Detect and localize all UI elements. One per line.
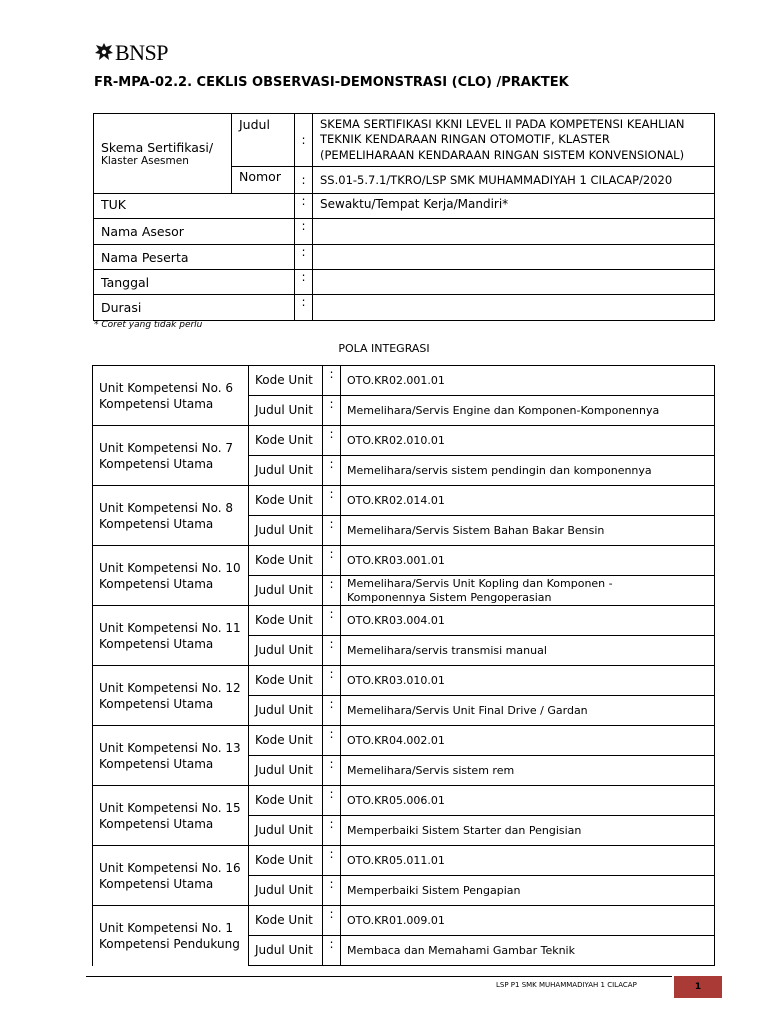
colon: :: [323, 486, 341, 516]
judul-line-3: (PEMELIHARAAN KENDARAAN RINGAN SISTEM KONVENSIONAL): [320, 147, 685, 162]
unit-kode-row: [93, 606, 715, 636]
skema-label: Skema Sertifikasi/: [101, 140, 214, 155]
kode-unit-value: OTO.KR05.011.01: [341, 846, 715, 876]
unit-kompetensi-cell: [93, 366, 249, 426]
judul-unit-label: Judul Unit: [249, 396, 323, 426]
asesor-row: [94, 219, 715, 245]
unit-number: Unit Kompetensi No. 16: [99, 860, 241, 875]
judul-unit-value: Memperbaiki Sistem Pengapian: [341, 876, 715, 906]
judul-unit-label: Judul Unit: [249, 876, 323, 906]
colon: :: [323, 366, 341, 396]
colon: :: [295, 245, 313, 270]
unit-number: Unit Kompetensi No. 11: [99, 620, 241, 635]
pola-heading: POLA INTEGRASI: [338, 342, 430, 355]
judul-unit-label: Judul Unit: [249, 576, 323, 606]
judul-unit-value: [341, 576, 715, 606]
tanggal-row: [94, 270, 715, 295]
pola-integrasi-table: [92, 365, 715, 966]
unit-category: Kompetensi Pendukung: [99, 936, 240, 951]
unit-number: Unit Kompetensi No. 12: [99, 680, 241, 695]
colon: :: [295, 219, 313, 245]
colon: :: [323, 906, 341, 936]
judul-unit-value: Memelihara/Servis Unit Final Drive / Gardan: [341, 696, 715, 726]
unit-kompetensi-cell: [93, 606, 249, 666]
footer-org: LSP P1 SMK MUHAMMADIYAH 1 CILACAP: [496, 981, 637, 989]
judul-line-1: SKEMA SERTIFIKASI KKNI LEVEL II PADA KOMPETENSI KEAHLIAN: [320, 116, 685, 131]
kode-unit-label: Kode Unit: [249, 486, 323, 516]
kode-unit-label: Kode Unit: [249, 546, 323, 576]
kode-unit-label: Kode Unit: [249, 606, 323, 636]
document-title: FR-MPA-02.2. CEKLIS OBSERVASI-DEMONSTRASI (CLO) /PRAKTEK: [94, 75, 569, 90]
judul-unit-line-2: Komponennya Sistem Pengoperasian: [347, 590, 552, 604]
kode-unit-label: Kode Unit: [249, 366, 323, 396]
unit-kode-row: [93, 666, 715, 696]
kode-unit-value: OTO.KR03.004.01: [341, 606, 715, 636]
tuk-value: Sewaktu/Tempat Kerja/Mandiri*: [313, 194, 715, 219]
kode-unit-value: OTO.KR02.010.01: [341, 426, 715, 456]
judul-row: [94, 114, 715, 167]
colon: :: [323, 636, 341, 666]
unit-number: Unit Kompetensi No. 15: [99, 800, 241, 815]
durasi-value: [313, 295, 715, 321]
colon: :: [323, 546, 341, 576]
asesor-value: [313, 219, 715, 245]
judul-unit-label: Judul Unit: [249, 756, 323, 786]
unit-kompetensi-cell: [93, 426, 249, 486]
colon: :: [323, 576, 341, 606]
page-number: 1: [674, 976, 722, 998]
colon: :: [323, 426, 341, 456]
unit-category: Kompetensi Utama: [99, 696, 214, 711]
unit-kode-row: [93, 906, 715, 936]
unit-category: Kompetensi Utama: [99, 396, 214, 411]
tuk-row: [94, 194, 715, 219]
unit-kode-row: [93, 546, 715, 576]
judul-unit-value: Memelihara/servis transmisi manual: [341, 636, 715, 666]
kode-unit-label: Kode Unit: [249, 786, 323, 816]
unit-kompetensi-cell: [93, 786, 249, 846]
colon: :: [323, 396, 341, 426]
tuk-label: TUK: [94, 194, 295, 219]
peserta-row: [94, 245, 715, 270]
unit-number: Unit Kompetensi No. 10: [99, 560, 241, 575]
colon: :: [295, 194, 313, 219]
assessment-info-table: [93, 113, 715, 321]
colon: :: [323, 606, 341, 636]
judul-unit-value: Memperbaiki Sistem Starter dan Pengisian: [341, 816, 715, 846]
unit-kompetensi-cell: [93, 906, 249, 966]
unit-kode-row: [93, 726, 715, 756]
unit-number: Unit Kompetensi No. 8: [99, 500, 234, 515]
judul-unit-value: Memelihara/Servis Engine dan Komponen-Komponennya: [341, 396, 715, 426]
unit-category: Kompetensi Utama: [99, 456, 214, 471]
unit-kode-row: [93, 366, 715, 396]
kode-unit-label: Kode Unit: [249, 666, 323, 696]
unit-kode-row: [93, 426, 715, 456]
peserta-label: Nama Peserta: [94, 245, 295, 270]
unit-kode-row: [93, 786, 715, 816]
kode-unit-value: OTO.KR04.002.01: [341, 726, 715, 756]
strike-note: * Coret yang tidak perlu: [94, 320, 203, 330]
footer-divider: [86, 976, 672, 977]
durasi-row: [94, 295, 715, 321]
kode-unit-label: Kode Unit: [249, 906, 323, 936]
unit-kompetensi-cell: [93, 726, 249, 786]
unit-number: Unit Kompetensi No. 6: [99, 380, 234, 395]
judul-unit-label: Judul Unit: [249, 696, 323, 726]
kode-unit-value: OTO.KR01.009.01: [341, 906, 715, 936]
unit-kompetensi-cell: [93, 546, 249, 606]
judul-unit-label: Judul Unit: [249, 456, 323, 486]
kode-unit-label: Kode Unit: [249, 846, 323, 876]
judul-label: Judul: [232, 114, 295, 167]
colon: :: [323, 846, 341, 876]
colon: :: [295, 167, 313, 194]
unit-category: Kompetensi Utama: [99, 516, 214, 531]
judul-unit-value: Memelihara/Servis sistem rem: [341, 756, 715, 786]
judul-unit-value: Membaca dan Memahami Gambar Teknik: [341, 936, 715, 966]
colon: :: [323, 726, 341, 756]
kode-unit-value: OTO.KR03.010.01: [341, 666, 715, 696]
unit-number: Unit Kompetensi No. 13: [99, 740, 241, 755]
kode-unit-label: Kode Unit: [249, 726, 323, 756]
tanggal-value: [313, 270, 715, 295]
kode-unit-value: OTO.KR02.001.01: [341, 366, 715, 396]
judul-unit-label: Judul Unit: [249, 816, 323, 846]
colon: :: [323, 816, 341, 846]
colon: :: [323, 756, 341, 786]
colon: :: [323, 936, 341, 966]
tanggal-label: Tanggal: [94, 270, 295, 295]
unit-category: Kompetensi Utama: [99, 816, 214, 831]
unit-kompetensi-cell: [93, 846, 249, 906]
nomor-label: Nomor: [232, 167, 295, 194]
judul-unit-value: Memelihara/Servis Sistem Bahan Bakar Bensin: [341, 516, 715, 546]
judul-value: [313, 114, 715, 167]
kode-unit-value: OTO.KR03.001.01: [341, 546, 715, 576]
kode-unit-label: Kode Unit: [249, 426, 323, 456]
colon: :: [295, 114, 313, 167]
peserta-value: [313, 245, 715, 270]
colon: :: [323, 666, 341, 696]
unit-category: Kompetensi Utama: [99, 756, 214, 771]
logo-text: BNSP: [115, 40, 169, 65]
unit-kompetensi-cell: [93, 666, 249, 726]
colon: :: [295, 295, 313, 321]
colon: :: [323, 516, 341, 546]
judul-unit-line-1: Memelihara/Servis Unit Kopling dan Komponen -: [347, 576, 613, 590]
unit-kompetensi-cell: [93, 486, 249, 546]
nomor-value: SS.01-5.7.1/TKRO/LSP SMK MUHAMMADIYAH 1 CILACAP/2020: [313, 167, 715, 194]
judul-unit-label: Judul Unit: [249, 516, 323, 546]
unit-number: Unit Kompetensi No. 7: [99, 440, 234, 455]
unit-category: Kompetensi Utama: [99, 576, 214, 591]
colon: :: [295, 270, 313, 295]
asesor-label: Nama Asesor: [94, 219, 295, 245]
judul-line-2: TEKNIK KENDARAAN RINGAN OTOMOTIF, KLASTER: [320, 132, 610, 147]
unit-category: Kompetensi Utama: [99, 876, 214, 891]
unit-category: Kompetensi Utama: [99, 636, 214, 651]
colon: :: [323, 786, 341, 816]
colon: :: [323, 696, 341, 726]
judul-unit-value: Memelihara/servis sistem pendingin dan komponennya: [341, 456, 715, 486]
kode-unit-value: OTO.KR05.006.01: [341, 786, 715, 816]
klaster-label: Klaster Asesmen: [101, 155, 189, 167]
unit-number: Unit Kompetensi No. 1: [99, 920, 234, 935]
durasi-label: Durasi: [94, 295, 295, 321]
colon: :: [323, 876, 341, 906]
bnsp-logo: [94, 40, 168, 66]
judul-unit-label: Judul Unit: [249, 936, 323, 966]
skema-cell: [94, 114, 232, 194]
kode-unit-value: OTO.KR02.014.01: [341, 486, 715, 516]
garuda-emblem-icon: [94, 42, 114, 64]
judul-unit-label: Judul Unit: [249, 636, 323, 666]
unit-kode-row: [93, 486, 715, 516]
colon: :: [323, 456, 341, 486]
unit-kode-row: [93, 846, 715, 876]
